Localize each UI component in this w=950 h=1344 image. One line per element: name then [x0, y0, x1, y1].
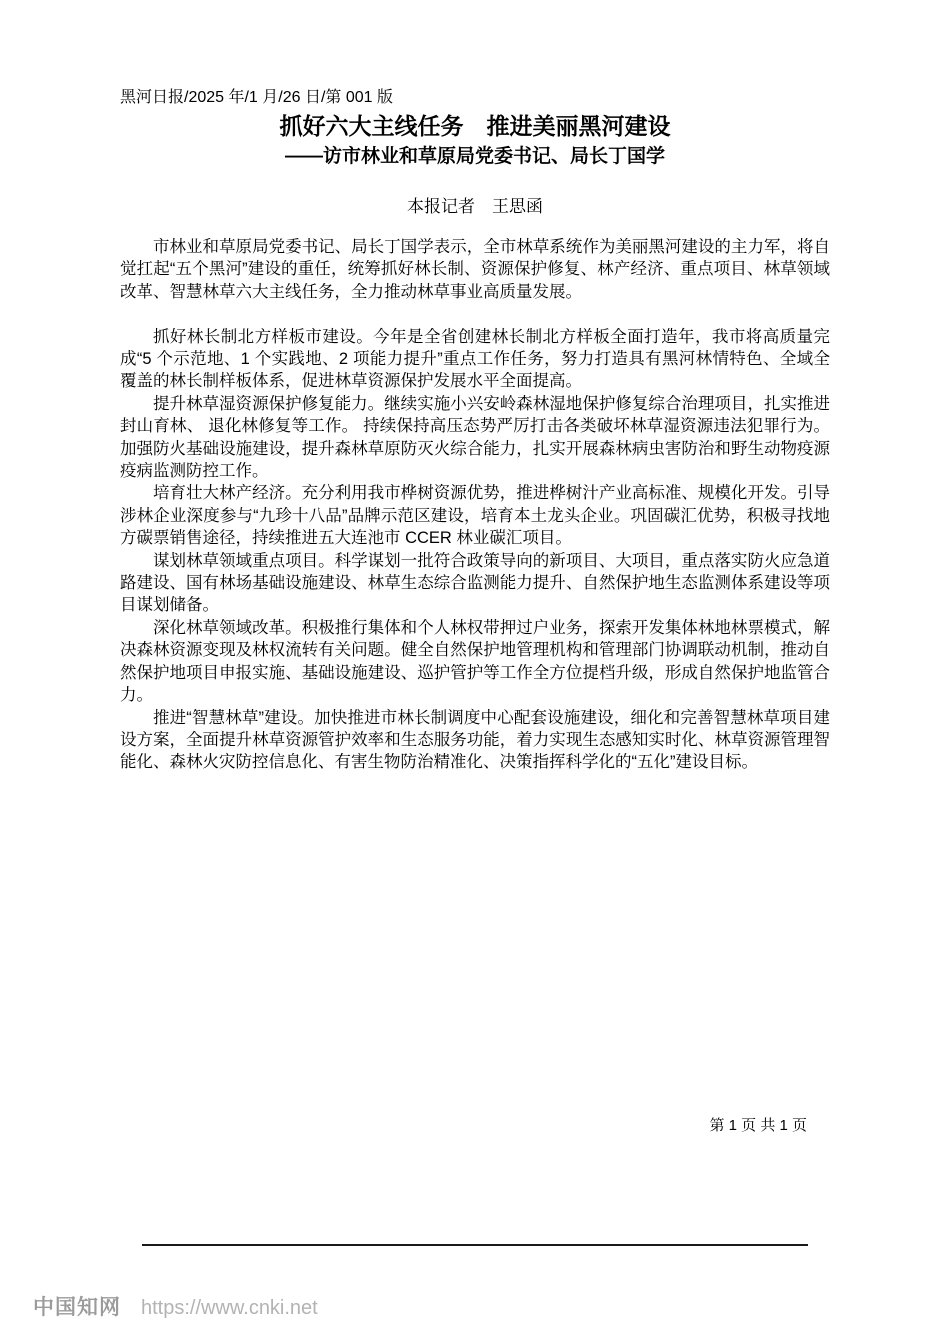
page-indicator: 第 1 页 共 1 页 — [709, 1117, 807, 1134]
cnki-watermark — [33, 1291, 318, 1321]
cnki-url-text: https://www.cnki.net — [141, 1297, 318, 1319]
article-title: 抓好六大主线任务 推进美丽黑河建设 — [279, 113, 671, 139]
cnki-brand-text: 中国知网 — [33, 1296, 121, 1319]
article-paragraph: 市林业和草原局党委书记、局长丁国学表示，全市林草系统作为美丽黑河建设的主力军，将自觉扛起“五个黑河”建设的重任，统筹抓好林长制、资源保护修复、林产经济、重点项目、林草领域改革、智慧林草六大主线任务，全力推动林草事业高质量发展。 — [120, 238, 830, 301]
article-paragraph: 深化林草领域改革。积极推行集体和个人林权带押过户业务，探索开发集体林地林票模式，解决森林资源变现及林权流转有关问题。健全自然保护地管理机构和管理部门协调联动机制，推动自然保护地项目申报实施、基础设施建设、巡护管护等工作全方位提档升级，形成自然保护地监管合力。 — [120, 618, 830, 705]
article-paragraph: 培育壮大林产经济。充分利用我市桦树资源优势，推进桦树汁产业高标准、规模化开发。引导涉林企业深度参与“九珍十八品”品牌示范区建设，培育本土龙头企业。巩固碳汇优势，积极寻找地方碳票销售途径，持续推进五大连池市 CCER 林业碳汇项目。 — [120, 484, 830, 548]
footer-divider — [142, 1244, 808, 1246]
article-paragraph: 抓好林长制北方样板市建设。今年是全省创建林长制北方样板全面打造年，我市将高质量完成“5 个示范地、1 个实践地、2 项能力提升”重点工作任务，努力打造具有黑河林情特色、全域全覆盖的林长制样板体系，促进林草资源保护发展水平全面提高。 — [120, 327, 830, 391]
article-byline: 本报记者 王思函 — [407, 197, 543, 216]
article-paragraph: 提升林草湿资源保护修复能力。继续实施小兴安岭森林湿地保护修复综合治理项目，扎实推进封山育林、 退化林修复等工作。 持续保持高压态势严厉打击各类破坏林草湿资源违法犯罪行为。加强防火基础设施建设，提升森林草原防灭火综合能力，扎实开展森林病虫害防治和野生动物疫源疫病监测防控工作。 — [120, 394, 830, 481]
article-paragraph: 推进“智慧林草”建设。加快推进市林长制调度中心配套设施建设，细化和完善智慧林草项目建设方案，全面提升林草资源管护效率和生态服务功能，着力实现生态感知实时化、林草资源管理智能化、森林火灾防控信息化、有害生物防治精准化、决策指挥科学化的“五化”建设目标。 — [120, 708, 830, 772]
article-body — [120, 236, 830, 774]
article-subtitle: ——访市林业和草原局党委书记、局长丁国学 — [284, 146, 665, 167]
article-paragraph: 谋划林草领域重点项目。科学谋划一批符合政策导向的新项目、大项目，重点落实防火应急道路建设、国有林场基础设施建设、林草生态综合监测能力提升、自然保护地生态监测体系建设等项目谋划储备。 — [120, 551, 830, 615]
source-line: 黑河日报/2025 年/1 月/26 日/第 001 版 — [120, 89, 393, 106]
